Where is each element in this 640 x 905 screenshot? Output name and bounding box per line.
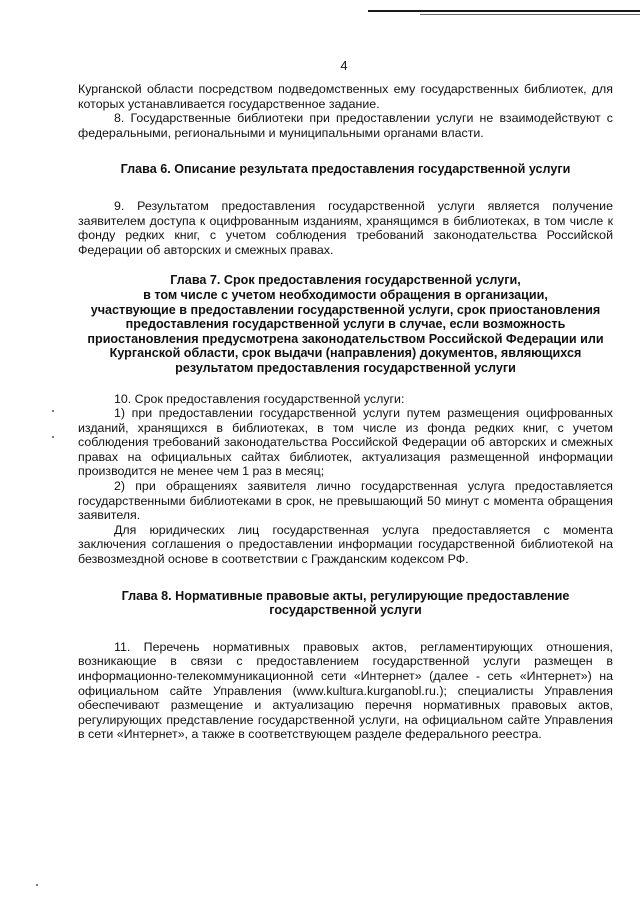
heading-chapter-7-line: в том числе с учетом необходимости обращения в организации, [143, 287, 548, 302]
paragraph-10-item-2: 2) при обращениях заявителя лично государственная услуга предоставляется государственными библиотеками в срок, не превышающий 50 минут с момента обращения заявителя. [78, 479, 613, 523]
scan-edge-line-thin [420, 14, 640, 15]
heading-chapter-7-line: Курганской области, срок выдачи (направления) документов, являющихся [109, 346, 582, 361]
page-number: 4 [340, 58, 348, 73]
heading-chapter-7-line: приостановления предусмотрена законодательством Российской Федерации или [87, 331, 604, 346]
scan-edge-line [368, 10, 640, 12]
document-body [78, 82, 613, 742]
heading-chapter-7-line: результатом предоставления государственной услуги [175, 360, 516, 375]
scan-speck [52, 436, 54, 438]
paragraph-10-item-1: 1) при предоставлении государственной услуги путем размещения оцифрованных изданий, хранящихся в библиотеках, в том числе из фонда редких книг, с учетом соблюдения требований законодательства Российской Федерации об авторских и смежных правах на официальных сайтах библиотек, актуализация размещенной информации производится не менее чем 1 раз в месяц; [78, 406, 613, 479]
heading-chapter-7-line: Глава 7. Срок предоставления государственной услуги, [170, 273, 521, 288]
paragraph-11: 11. Перечень нормативных правовых актов, регламентирующих отношения, возникающие в связи с предоставлением государственной услуги размещен в информационно-телекоммуникационной сети «Интернет» (далее - сеть «Интернет») на официальном сайте Управления (www.kultura.kurganobl.ru.); специалисты Управления обеспечивают размещение и актуализацию перечня нормативных правовых актов, регулирующих представление государственной услуги, на официальном сайте Управления в сети «Интернет», а также в соответствующем разделе федерального реестра. [78, 639, 613, 742]
paragraph-10-legal-entities: Для юридических лиц государственная услуга предоставляется с момента заключения соглашения о предоставлении информации государственной библиотекой на безвозмездной основе в соответствии с Гражданским кодексом РФ. [78, 522, 613, 567]
scan-speck [52, 410, 54, 412]
paragraph-8: 8. Государственные библиотеки при предоставлении услуги не взаимодействуют с федеральными, региональными и муниципальными органами власти. [78, 111, 613, 140]
heading-chapter-8-line: государственной услуги [269, 603, 422, 618]
heading-chapter-7-line: предоставления государственной услуги в случае, если возможность [125, 317, 566, 332]
scan-speck [36, 884, 38, 886]
paragraph-9: 9. Результатом предоставления государственной услуги является получение заявителем доступа к оцифрованным изданиям, хранящимся в библиотеках, в том числе к фонду редких книг, с учетом соблюдения требований законодательства Российской Федерации об авторских и смежных правах. [78, 198, 613, 257]
heading-chapter-8-line: Глава 8. Нормативные правовые акты, регулирующие предоставление [121, 588, 570, 603]
heading-chapter-6: Глава 6. Описание результата предоставления государственной услуги [120, 162, 571, 177]
paragraph-intro: Курганской области посредством подведомственных ему государственных библиотек, для которых устанавливается государственное задание. [78, 82, 613, 111]
heading-chapter-7 [78, 273, 613, 375]
paragraph-10: 10. Срок предоставления государственной услуги: [114, 391, 405, 406]
heading-chapter-7-line: участвующие в предоставлении государственной услуги, срок приостановления [90, 302, 601, 317]
heading-chapter-8 [78, 589, 613, 618]
